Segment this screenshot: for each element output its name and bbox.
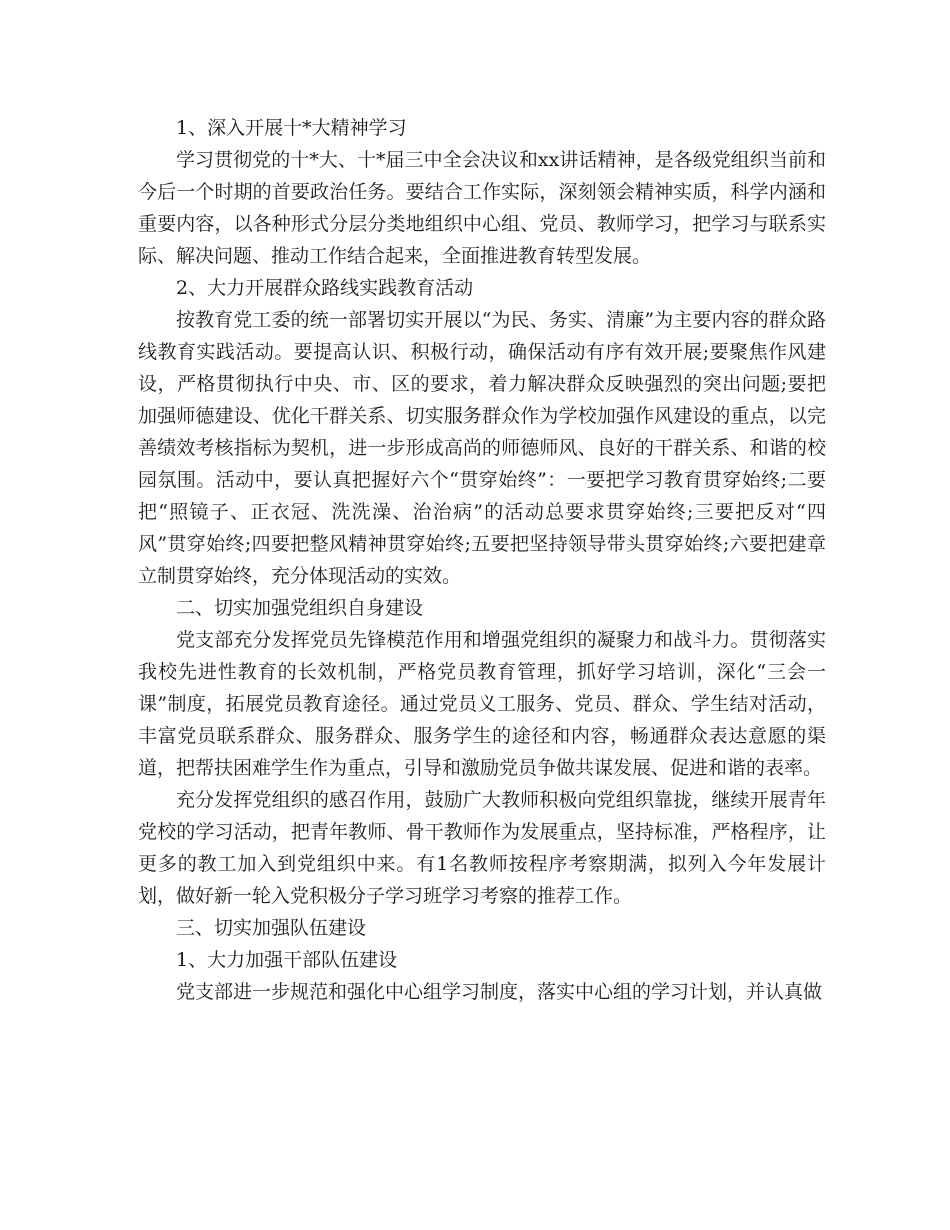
heading-mass-line: 2、大力开展群众路线实践教育活动 [176,277,474,299]
paragraph-study-spirit: 学习贯彻党的十*大、十*届三中全会决议和xx讲话精神，是各级党组织当前和今后一个时期的首要政治任务。要结合工作实际，深刻领会精神实质，科学内涵和重要内容，以各种形式分层分类地组织中心组、党员、教师学习，把学习与联系实际、解决问题、推动工作结合起来，全面推进教育转型发展。 [138,149,826,267]
paragraph-party-development: 充分发挥党组织的感召作用，鼓励广大教师积极向党组织靠拢，继续开展青年党校的学习活动，把青年教师、骨干教师作为发展重点，坚持标准，严格程序，让更多的教工加入到党组织中来。有1名教师按程序考察期满，拟列入今年发展计划，做好新一轮入党积极分子学习班学习考察的推荐工作。 [138,789,826,907]
document-body [138,112,826,1008]
paragraph-mass-line: 按教育党工委的统一部署切实开展以“为民、务实、清廉”为主要内容的群众路线教育实践活动。要提高认识、积极行动，确保活动有序有效开展;要聚焦作风建设，严格贯彻执行中央、市、区的要求，着力解决群众反映强烈的突出问题;要把加强师德建设、优化干群关系、切实服务群众作为学校加强作风建设的重点，以完善绩效考核指标为契机，进一步形成高尚的师德师风、良好的干群关系、和谐的校园氛围。活动中，要认真把握好六个“贯穿始终”：一要把学习教育贯穿始终;二要把“照镜子、正衣冠、洗洗澡、治治病”的活动总要求贯穿始终;三要把反对“四风”贯穿始终;四要把整风精神贯穿始终;五要把坚持领导带头贯穿始终;六要把建章立制贯穿始终，充分体现活动的实效。 [138,309,826,587]
heading-team-building: 三、切实加强队伍建设 [176,917,367,939]
heading-study-spirit: 1、深入开展十*大精神学习 [176,117,407,139]
heading-party-building: 二、切实加强党组织自身建设 [176,597,424,619]
paragraph-party-branch: 党支部充分发挥党员先锋模范作用和增强党组织的凝聚力和战斗力。贯彻落实我校先进性教育的长效机制，严格党员教育管理，抓好学习培训，深化“三会一课”制度，拓展党员教育途径。通过党员义工服务、党员、群众、学生结对活动，丰富党员联系群众、服务群众、服务学生的途径和内容，畅通群众表达意愿的渠道，把帮扶困难学生作为重点，引导和激励党员争做共谋发展、促进和谐的表率。 [138,629,826,779]
heading-cadre-team: 1、大力加强干部队伍建设 [176,949,398,971]
paragraph-cadre-team: 党支部进一步规范和强化中心组学习制度，落实中心组的学习计划，并认真做 [176,981,823,1003]
